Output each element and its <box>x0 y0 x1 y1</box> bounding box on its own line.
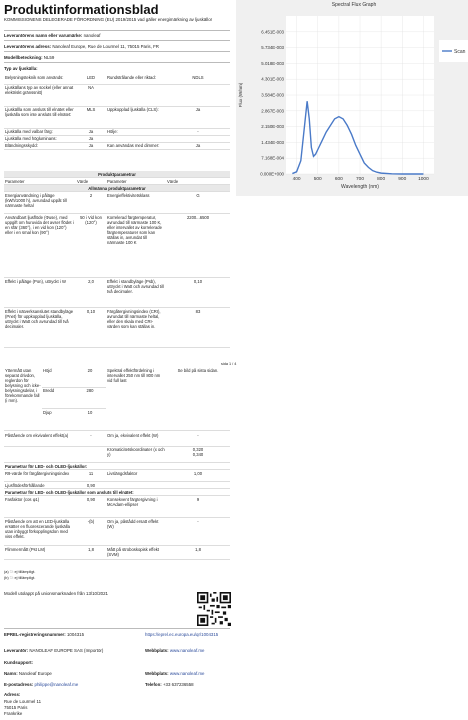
supplier-name-label: Leverantörens namn eller varumärke: <box>4 33 83 38</box>
led-cell: Flimmermått (Pst LM) <box>4 546 76 560</box>
section-header <box>4 185 230 192</box>
dimensions-table <box>4 367 230 431</box>
param-value: 2 <box>76 192 106 214</box>
divider <box>4 628 230 629</box>
param-value: G <box>166 192 230 214</box>
type-value <box>166 135 230 142</box>
dimensions-label: Yttermått utan separat drivdon, reglerdon för belysning och icke-belysningsdelar, i förekommande fall (i mm). <box>4 367 42 431</box>
page-marker: sida 1 / 4 <box>221 362 237 366</box>
type-cell: Ljuskällans typ av sockel (eller annat elektriskt gränssnitt) <box>4 84 76 106</box>
type-cell: Rundstrålande eller riktad: <box>106 74 166 84</box>
height-label: Höjd <box>42 367 74 387</box>
led-cell: Om ja, påstådd ersatt effekt (W) <box>106 518 166 546</box>
type-cell: Kan användas med dimmer: <box>106 142 166 149</box>
y-tick-label: 2.150E-003 <box>261 124 284 130</box>
param-cell: Energieffektivitetsklass <box>106 192 166 214</box>
light-source-type-label: Typ av ljuskälla: <box>4 66 38 71</box>
led-value: 1,8 <box>76 546 106 560</box>
eprel-number: 1004315 <box>66 632 85 637</box>
width-value: 280 <box>74 387 106 409</box>
type-cell <box>106 84 166 106</box>
supplier-address-label: Leverantörens adress: <box>4 44 52 49</box>
param-value: 0,10 <box>76 308 106 348</box>
y-tick-label: 0.000E+000 <box>260 171 284 177</box>
column-header: Värde <box>166 178 230 185</box>
led-cell: Konsekvent färgtergivning i McAdam-ellipser <box>106 496 166 518</box>
x-tick-label: 400 <box>292 177 301 182</box>
type-value: - <box>166 128 230 135</box>
divider <box>4 30 230 31</box>
section-header <box>4 489 230 496</box>
type-cell <box>106 135 166 142</box>
table-row <box>4 482 230 489</box>
equiv-value: - <box>166 432 230 446</box>
column-header: Parameter <box>106 178 166 185</box>
led-value: 0,90 <box>76 496 106 518</box>
column-header: Parameter <box>4 178 76 185</box>
mains-parameters-title: Parametrar för LED- och OLED-ljuskällor som ansluts till elnätet: <box>4 489 230 496</box>
type-value: Ja <box>76 128 106 135</box>
table-row <box>4 84 230 106</box>
r9-value: 11 <box>76 470 106 482</box>
equivalent-power-table <box>4 432 230 463</box>
param-cell: Effekt i standbyläge (Psb), uttryckt i Watt och avrundad till två decimaler. <box>106 278 166 308</box>
x-tick-label: 1000 <box>418 177 429 182</box>
param-cell: Energianvändning i påläge (kWh/1000 h), avrundad uppåt till närmaste heltal <box>4 192 76 214</box>
led-cell: Påstående om att en LED-ljuskälla ersätter en fluorescerande ljuskälla utan inbyggt förkopplingsdon med viss effekt. <box>4 518 76 546</box>
type-value: LED <box>76 74 106 84</box>
depth-label: Djup <box>42 409 74 431</box>
type-value: Ja <box>166 142 230 149</box>
x-tick-label: 500 <box>313 177 322 182</box>
qr-code[interactable] <box>197 592 231 626</box>
support-website-line <box>145 671 204 676</box>
table-row <box>4 546 230 560</box>
support-name-line <box>4 671 52 676</box>
led-value: 9 <box>166 496 230 518</box>
param-cell: Användbart ljusflöde (Φuse), med uppgift om huruvida det avser flödet i en sfär (360°), i en vid kon (120°) eller i en smal kon (90°) <box>4 214 76 278</box>
table-row <box>4 135 230 142</box>
table-row <box>4 446 230 462</box>
address-line-1: Rue de Lourmel 11 <box>4 699 42 704</box>
table-row <box>4 308 230 348</box>
y-tick-label: 1.434E-003 <box>261 139 284 145</box>
table-row <box>4 432 230 446</box>
type-value: Ja <box>76 135 106 142</box>
light-source-type-table <box>4 74 230 150</box>
column-header: Värde <box>76 178 106 185</box>
lifetime-label: Livslängdsfaktor <box>106 470 166 482</box>
general-parameters-title: Allmänna produktparametrar <box>4 185 230 192</box>
model-date: Modell utolappt på unionsmarknaden från 13/10/2021 <box>4 591 108 596</box>
depth-value: 10 <box>74 409 106 431</box>
email-line <box>4 682 78 687</box>
y-tick-label: 4.301E-003 <box>261 76 284 82</box>
support-name: Nanoleaf Europe <box>18 671 52 676</box>
table-row <box>4 214 230 278</box>
equiv-cell: Kromaticitetskoordinater (x och y) <box>106 446 166 462</box>
table-row <box>4 367 230 387</box>
table-row <box>4 496 230 518</box>
address-label: Adress: <box>4 692 21 697</box>
supplier-name-line <box>4 33 230 38</box>
type-cell: Bländningsskydd: <box>4 142 76 149</box>
type-value: Ja <box>166 106 230 128</box>
param-cell: Korrelerad färgtemperatur, avrundad till närmaste 100 K, eller intervallet av korrelerade färgtemperaturer som kan ställas in, avrundat till närmaste 100 K <box>106 214 166 278</box>
type-value <box>166 84 230 106</box>
model-label: Modellbeteckning: <box>4 55 43 60</box>
divider <box>4 62 230 63</box>
y-axis-label: Flux (W/nm) <box>238 82 243 108</box>
equiv-value: - <box>76 432 106 446</box>
param-value: 2200...6500 <box>166 214 230 278</box>
x-axis-label: Wavelength (nm) <box>341 184 379 190</box>
led-cell: Fasfaktor (cos φ1) <box>4 496 76 518</box>
phone-value: +33 637236558 <box>162 682 194 687</box>
supplier-label: Leverantör: <box>4 648 29 653</box>
x-tick-label: 700 <box>355 177 365 182</box>
footnote: (a) '-': ej tillämpligt. <box>4 570 36 574</box>
param-value: 0,10 <box>166 278 230 308</box>
divider <box>4 40 230 41</box>
chart-title: Spectral Flux Graph <box>331 2 377 8</box>
y-tick-label: 5.018E-003 <box>261 60 284 66</box>
email-link[interactable]: philippe@nanoleaf.me <box>34 682 79 687</box>
y-tick-label: 3.584E-003 <box>261 92 284 98</box>
param-cell: Effekt i nätverksanslutet standbyläge (Pnet) för uppkopplad ljuskälla, uttryckt i Watt och avrundad till två decimaler. <box>4 308 76 348</box>
type-value: MLS <box>76 106 106 128</box>
table-row <box>4 518 230 546</box>
phone-label: Telefon: <box>145 682 162 687</box>
r9-label: R9-värde för färgåtergivningsindex <box>4 470 76 482</box>
model-line <box>4 55 230 60</box>
lumen-maintenance-value: 0,90 <box>76 482 106 489</box>
supplier-address-line <box>4 44 230 49</box>
column-header-row <box>4 178 230 185</box>
support-website-label: Webbplats: <box>145 671 169 676</box>
eprel-label: EPREL-registreringsnummer: <box>4 632 66 637</box>
supplier-address: Nanoleaf Europe, Rue de Lourmel 11, 75015 Paris, FR <box>52 44 159 49</box>
spd-value: Se bild på sista sidan. <box>166 367 230 431</box>
lumen-maintenance-label: Ljusflödesförhållande <box>4 482 76 489</box>
table-row <box>4 106 230 128</box>
email-label: E-postadress: <box>4 682 34 687</box>
eprel-line <box>4 632 84 637</box>
page-title: Produktinformationsblad <box>4 2 159 17</box>
equiv-cell <box>4 446 76 462</box>
type-cell: Uppkopplad ljuskälla (CLS): <box>106 106 166 128</box>
y-tick-label: 2.867E-003 <box>261 108 284 114</box>
param-cell: Effekt i påläge (Pon), uttryckt i W <box>4 278 76 308</box>
type-value: Ja <box>76 142 106 149</box>
led-parameters-table <box>4 463 230 560</box>
led-value: -(b) <box>76 518 106 546</box>
y-tick-label: 7.168E-004 <box>261 155 284 161</box>
spectral-flux-chart <box>236 0 468 196</box>
website-link[interactable]: www.nanoleaf.me <box>169 648 205 653</box>
chart-svg <box>236 0 468 196</box>
led-cell: Mått på stroboskopisk effekt (SVM) <box>106 546 166 560</box>
spd-label: Spektral effektfördelning i intervallet 250 nm till 800 nm vid full last <box>106 367 166 431</box>
legend-label: Scan <box>454 49 466 55</box>
x-tick-label: 800 <box>377 177 386 182</box>
eprel-link[interactable]: https://eprel.ec.europa.eu/qr/1004315 <box>145 632 219 637</box>
type-cell: Ljuskälla med valbar färg: <box>4 128 76 135</box>
table-row <box>4 278 230 308</box>
led-value: - <box>166 518 230 546</box>
supplier-name: nanoleaf <box>83 33 101 38</box>
support-website-link[interactable]: www.nanoleaf.me <box>169 671 205 676</box>
product-parameters-table <box>4 171 230 348</box>
product-parameters-title: Produktparametrar <box>4 171 230 178</box>
website-line <box>145 648 204 653</box>
address-line-3: Frankrike <box>4 711 23 716</box>
supplier-value: NANOLEAF EUROPE SAS (Importör) <box>29 648 104 653</box>
table-row <box>4 470 230 482</box>
supplier-line <box>4 648 103 653</box>
width-label: Bredd <box>42 387 74 409</box>
divider <box>4 51 230 52</box>
table-row <box>4 128 230 135</box>
y-tick-label: 6.451E-003 <box>261 29 284 35</box>
type-cell: Ljuskällla som ansluts till elnätet eller ljuskälla som inte ansluts till elnätet: <box>4 106 76 128</box>
param-value: 83 <box>166 308 230 348</box>
led-value: 1,8 <box>166 546 230 560</box>
led-parameters-title: Parametrar för LED- och OLED-ljuskällor: <box>4 463 230 470</box>
x-tick-label: 600 <box>334 177 343 182</box>
phone-line <box>145 682 194 687</box>
lifetime-value: 1,00 <box>166 470 230 482</box>
type-cell: Belysningsteknik som används: <box>4 74 76 84</box>
height-value: 20 <box>74 367 106 387</box>
table-row <box>4 142 230 149</box>
chromaticity-value: 0,320 0,340 <box>166 446 230 462</box>
x-tick-label: 900 <box>398 177 407 182</box>
param-value: 50 i Vid kon (120°) <box>76 214 106 278</box>
equiv-cell: Om ja, ekvivalent effekt (W) <box>106 432 166 446</box>
type-cell: Ljuskälla med högluminans: <box>4 135 76 142</box>
table-row <box>4 74 230 84</box>
y-tick-label: 5.734E-003 <box>261 45 284 51</box>
customer-support-label: Kundsupport: <box>4 660 34 665</box>
type-value: NDLS <box>166 74 230 84</box>
type-value: NA <box>76 84 106 106</box>
param-cell: Färgåtergivningsindex (CRI), avrundat till närmaste heltal, eller den skala med CRI-värden som kan ställas in. <box>106 308 166 348</box>
regulation-subtitle: KOMMISSIONENS DELEGERADE FÖRORDNING (EU) 2019/2015 vad gäller energimärkning av ljuskällor <box>4 17 213 22</box>
model-value: NL59 <box>43 55 55 60</box>
equiv-cell: Påstående om ekvivalent effekt(a) <box>4 432 76 446</box>
footnote: (b) '-': ej tillämpligt. <box>4 576 36 580</box>
table-row <box>4 192 230 214</box>
support-name-label: Namn: <box>4 671 18 676</box>
legend <box>439 40 468 62</box>
website-label: Webbplats: <box>145 648 169 653</box>
equiv-value <box>76 446 106 462</box>
type-cell: Hölje: <box>106 128 166 135</box>
param-value: 2,0 <box>76 278 106 308</box>
address-line-2: 75015 Paris <box>4 705 28 710</box>
